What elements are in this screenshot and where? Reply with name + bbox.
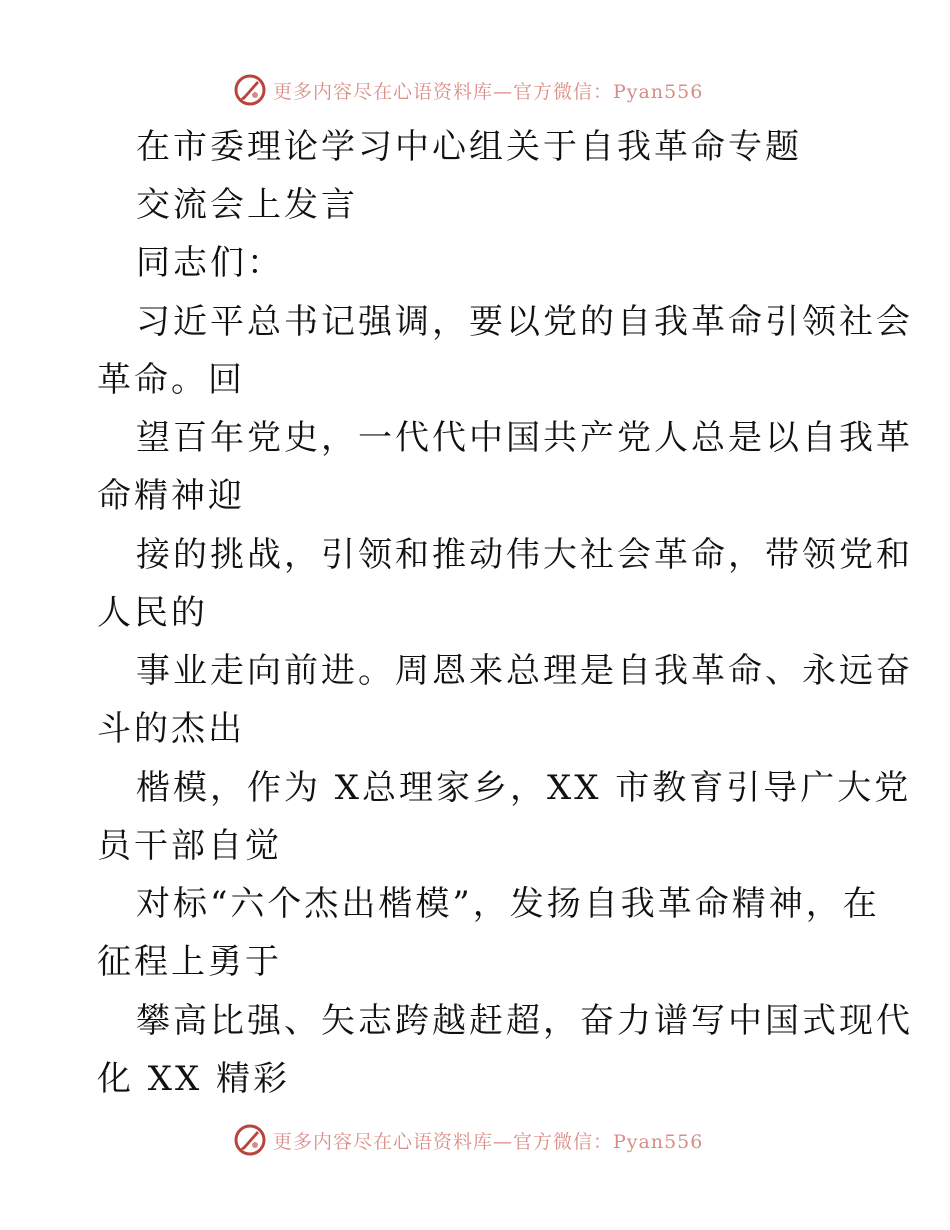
paragraph-line: 人民的 (97, 593, 208, 633)
paragraph-line: 习近平总书记强调，要以党的自我革命引领社会 (136, 302, 913, 342)
watermark-banner-top (233, 70, 703, 110)
doc-title-line-2: 交流会上发言 (136, 185, 358, 225)
watermark-text: 更多内容尽在心语资料库—官方微信：Pyan556 (273, 80, 704, 103)
paragraph-line: 接的挑战，引领和推动伟大社会革命，带领党和 (136, 535, 913, 575)
quill-logo-icon (233, 1123, 267, 1157)
paragraph-line: 斗的杰出 (97, 709, 245, 749)
paragraph-line: 事业走向前进。周恩来总理是自我革命、永远奋 (136, 651, 913, 691)
paragraph-line: 革命。回 (97, 360, 245, 400)
watermark-banner-bottom (233, 1120, 703, 1160)
doc-salutation: 同志们： (136, 243, 284, 283)
paragraph-line: 命精神迎 (97, 476, 245, 516)
watermark-text: 更多内容尽在心语资料库—官方微信：Pyan556 (273, 1130, 704, 1153)
quill-logo-icon (233, 73, 267, 107)
paragraph-line: 员干部自觉 (97, 826, 282, 866)
paragraph-line: 望百年党史，一代代中国共产党人总是以自我革 (136, 418, 913, 458)
paragraph-line: 化 XX 精彩 (97, 1059, 291, 1099)
paragraph-line: 征程上勇于 (97, 942, 282, 982)
paragraph-line: 对标“六个杰出楷模”，发扬自我革命精神，在 (136, 884, 880, 924)
paragraph-line: 攀高比强、矢志跨越赶超，奋力谱写中国式现代 (136, 1001, 913, 1041)
paragraph-line: 楷模，作为 X总理家乡，XX 市教育引导广大党 (136, 768, 912, 808)
doc-title-line-1: 在市委理论学习中心组关于自我革命专题 (136, 127, 802, 167)
